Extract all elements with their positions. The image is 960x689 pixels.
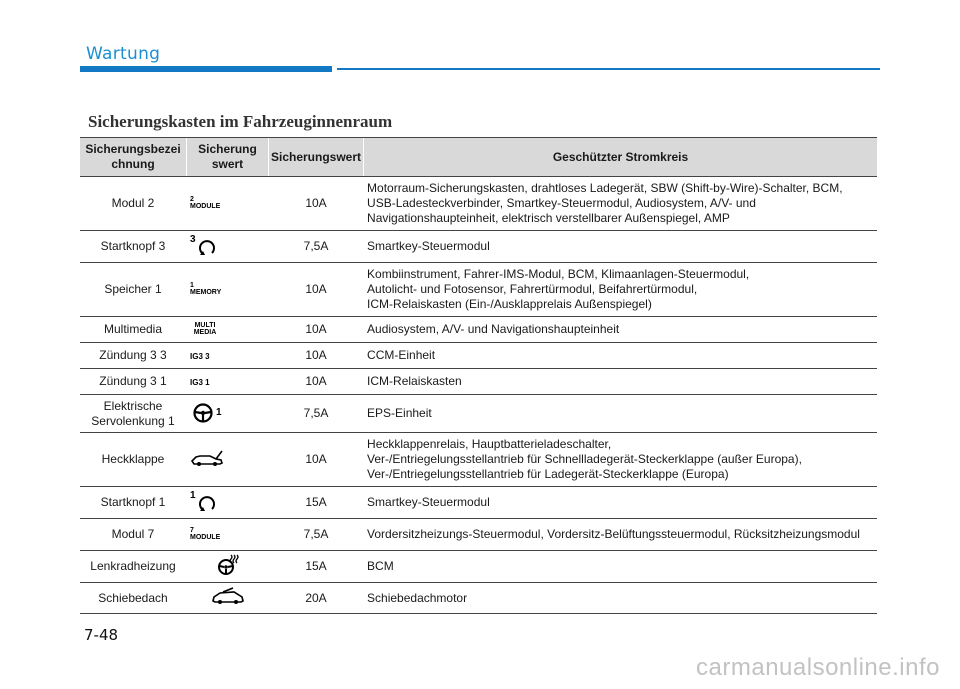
circuit-line: Smartkey-Steuermodul: [367, 495, 490, 509]
memory-symbol: [190, 282, 221, 296]
fuse-value: 20A: [269, 583, 364, 614]
table-row: [80, 369, 877, 395]
symbol-label: MODULE: [190, 533, 221, 541]
fuse-value: 10A: [269, 433, 364, 487]
symbol-label: MODULE: [190, 202, 221, 210]
fuse-circuit: [364, 177, 877, 231]
fuse-circuit: [364, 263, 877, 317]
circuit-line: Autolicht- und Fotosensor, Fahrertürmodul, Beifahrertürmodul,: [367, 282, 698, 296]
fuse-circuit: [364, 433, 877, 487]
fuse-value: 7,5A: [269, 519, 364, 551]
circuit-line: ICM-Relaiskasten: [367, 374, 462, 388]
table-row: [80, 395, 877, 433]
module-symbol: [190, 527, 220, 541]
fuse-name: Zündung 3 1: [80, 369, 187, 395]
fuse-symbol: [187, 231, 269, 263]
symbol-number: 1: [190, 281, 194, 289]
column-header-designation: Sicherungsbezei chnung: [80, 138, 187, 177]
circuit-line: Smartkey-Steuermodul: [367, 239, 490, 253]
symbol-label: MEMORY: [190, 288, 222, 296]
watermark: carmanualsonline.info: [696, 654, 940, 681]
fuse-value: 7,5A: [269, 231, 364, 263]
table-row: [80, 519, 877, 551]
symbol-label: MULTI: [194, 321, 216, 329]
fuse-name: Modul 2: [80, 177, 187, 231]
fuse-circuit: [364, 369, 877, 395]
column-header-symbol: Sicherung swert: [187, 138, 269, 177]
fuse-circuit: [364, 583, 877, 614]
fuse-symbol: [187, 177, 269, 231]
fuse-value: 10A: [269, 177, 364, 231]
multimedia-symbol: [190, 322, 220, 336]
table-row: [80, 433, 877, 487]
fuse-name: Schiebedach: [80, 583, 187, 614]
circuit-line: Ver-/Entriegelungsstellantrieb für Ladegerät-Steckerklappe (Europa): [367, 467, 729, 481]
fuse-circuit: [364, 343, 877, 369]
header-rule-thick: [80, 66, 332, 72]
circuit-line: Vordersitzheizungs-Steuermodul, Vordersitz-Belüftungssteuermodul, Rücksitzheizungsmodul: [367, 527, 860, 541]
table-row: [80, 343, 877, 369]
fuse-symbol: [187, 583, 269, 614]
fuse-value: 10A: [269, 343, 364, 369]
fuse-symbol: [187, 395, 269, 433]
circuit-line: Navigationshaupteinheit, elektrisch verstellbarer Außenspiegel, AMP: [367, 211, 730, 225]
symbol-number: 3: [190, 234, 196, 245]
circuit-line: CCM-Einheit: [367, 348, 436, 362]
symbol-label: MEDIA: [193, 328, 217, 336]
fuse-circuit: [364, 551, 877, 583]
fuse-value: 10A: [269, 369, 364, 395]
tailgate-icon: [190, 448, 224, 470]
fuse-symbol: [187, 317, 269, 343]
fuse-name: Heckklappe: [80, 433, 187, 487]
fuse-symbol: [187, 519, 269, 551]
table-row: [80, 263, 877, 317]
page-number: 7-48: [84, 626, 119, 644]
fuse-value: 10A: [269, 317, 364, 343]
section-title: Wartung: [86, 44, 161, 64]
header-rule-thin: [337, 68, 880, 70]
fuse-value: 7,5A: [269, 395, 364, 433]
fuse-name: Multimedia: [80, 317, 187, 343]
heated-steering-wheel-icon: [216, 553, 240, 577]
table-row: [80, 231, 877, 263]
fuse-circuit: [364, 231, 877, 263]
fuse-value: 15A: [269, 487, 364, 519]
fuse-symbol: [187, 263, 269, 317]
circuit-line: Schiebedachmotor: [367, 590, 468, 605]
table-row: [80, 177, 877, 231]
table-row: [80, 487, 877, 519]
symbol-number: 1: [190, 490, 196, 501]
circuit-line: BCM: [367, 559, 394, 573]
symbol-number: 2: [190, 195, 194, 203]
start-button-icon: [196, 238, 218, 260]
fuse-symbol: [187, 369, 269, 395]
module-symbol: [190, 196, 220, 210]
table-row: [80, 551, 877, 583]
ig3-symbol: IG3 3: [190, 352, 210, 361]
fuse-circuit: [364, 317, 877, 343]
page-heading: Sicherungskasten im Fahrzeuginnenraum: [88, 112, 393, 131]
fuse-value: 15A: [269, 551, 364, 583]
fuse-symbol: [187, 551, 269, 583]
table-row: [80, 583, 877, 614]
circuit-line: Motorraum-Sicherungskasten, drahtloses Ladegerät, SBW (Shift-by-Wire)-Schalter, BCM,: [367, 181, 843, 195]
fuse-circuit: [364, 519, 877, 551]
fuse-name: Modul 7: [80, 519, 187, 551]
fuse-circuit: [364, 487, 877, 519]
fuse-name: Startknopf 1: [80, 487, 187, 519]
fuse-symbol: [187, 433, 269, 487]
circuit-line: EPS-Einheit: [367, 406, 432, 420]
start-button-icon: [196, 494, 218, 516]
fuse-symbol: [187, 343, 269, 369]
table-row: [80, 317, 877, 343]
column-header-value: Sicherungswert: [269, 138, 364, 177]
column-header-circuit: Geschützter Stromkreis: [364, 138, 877, 177]
circuit-line: Heckklappenrelais, Hauptbatterieladeschalter,: [367, 437, 612, 451]
symbol-number: 7: [190, 526, 194, 534]
steering-wheel-icon: [192, 402, 214, 424]
fuse-name: Lenkradheizung: [80, 551, 187, 583]
sunroof-icon: [211, 586, 245, 608]
circuit-line: Ver-/Entriegelungsstellantrieb für Schnellladegerät-Steckerklappe (außer Europa),: [367, 452, 802, 466]
symbol-number: 1: [216, 407, 222, 418]
ig3-symbol: IG3 1: [190, 378, 210, 387]
fuse-circuit: [364, 395, 877, 433]
fuse-symbol: [187, 487, 269, 519]
circuit-line: Kombiinstrument, Fahrer-IMS-Modul, BCM, Klimaanlagen-Steuermodul,: [367, 267, 750, 281]
fuse-name: Speicher 1: [80, 263, 187, 317]
circuit-line: USB-Ladesteckverbinder, Smartkey-Steuermodul, Audiosystem, A/V- und: [367, 196, 756, 210]
fuse-name: Zündung 3 3: [80, 343, 187, 369]
fuse-table: [80, 137, 877, 614]
table-header-row: [80, 138, 877, 177]
fuse-name: Startknopf 3: [80, 231, 187, 263]
circuit-line: Audiosystem, A/V- und Navigationshaupteinheit: [367, 322, 620, 336]
fuse-name: Elektrische Servolenkung 1: [80, 395, 187, 433]
fuse-value: 10A: [269, 263, 364, 317]
circuit-line: ICM-Relaiskasten (Ein-/Ausklapprelais Außenspiegel): [367, 297, 652, 311]
